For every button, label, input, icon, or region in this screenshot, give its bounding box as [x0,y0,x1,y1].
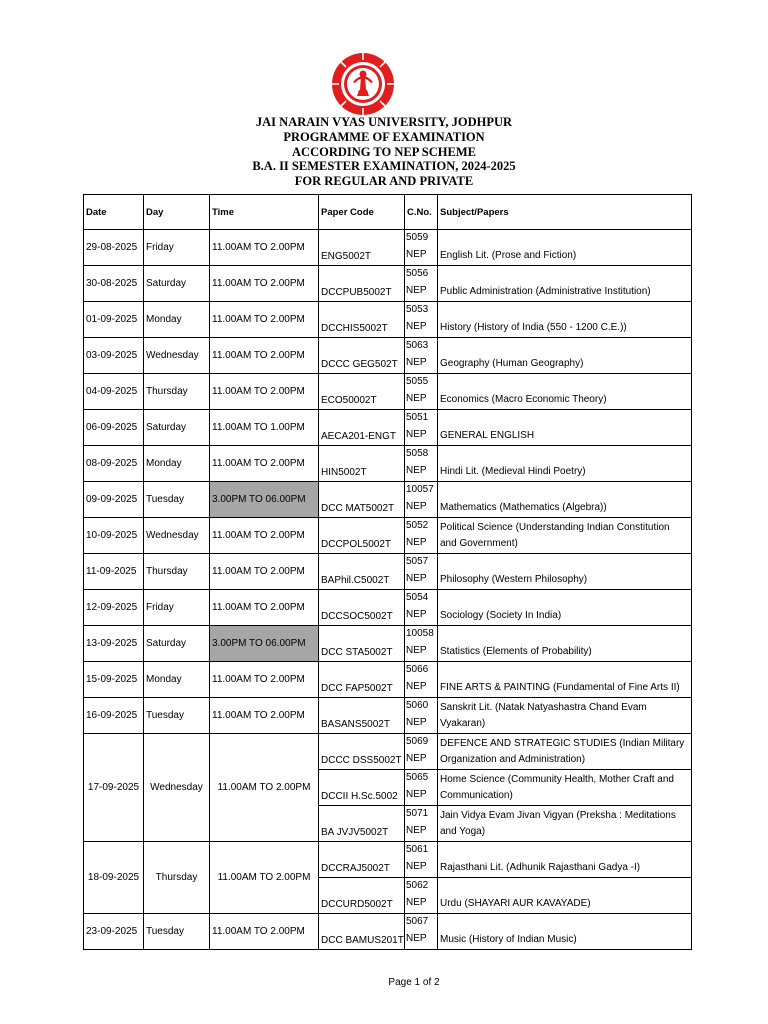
time-cell: 11.00AM TO 2.00PM [210,446,319,482]
subject-cell: Jain Vidya Evam Jivan Vigyan (Preksha : Meditations and Yoga) [438,806,692,842]
cno-number: 10057 [406,484,434,495]
cno-tag: NEP [406,248,427,260]
university-name: JAI NARAIN VYAS UNIVERSITY, JODHPUR [255,115,513,129]
table-row [84,302,692,338]
day-cell: Saturday [144,266,210,302]
date-cell: 06-09-2025 [84,410,144,446]
cno-tag: NEP [406,716,427,728]
time-cell: 11.00AM TO 2.00PM [210,338,319,374]
subject-cell: GENERAL ENGLISH [438,410,692,446]
cno-tag: NEP [406,284,427,296]
column-header-cno: C.No. [405,195,438,230]
paper-code-cell: DCCC DSS5002T [319,734,405,770]
time-cell: 11.00AM TO 2.00PM [210,698,319,734]
time-cell: 11.00AM TO 2.00PM [210,302,319,338]
paper-code-cell: ECO50002T [319,374,405,410]
day-cell: Saturday [144,410,210,446]
cno-number: 5071 [406,808,429,819]
cno-number: 5061 [406,844,429,855]
cno-cell [405,914,438,950]
paper-code-cell: DCCURD5002T [319,878,405,914]
subject-cell: Sociology (Society In India) [438,590,692,626]
subject-cell: DEFENCE AND STRATEGIC STUDIES (Indian Military Organization and Administration) [438,734,692,770]
subject-cell: Rajasthani Lit. (Adhunik Rajasthani Gadya -I) [438,842,692,878]
paper-code-cell: AECA201-ENGT [319,410,405,446]
subject-cell: Urdu (SHAYARI AUR KAVAYADE) [438,878,692,914]
date-cell: 08-09-2025 [84,446,144,482]
cno-cell [405,770,438,806]
cno-tag: NEP [406,752,427,764]
day-cell: Tuesday [144,914,210,950]
paper-code-cell: DCCC GEG502T [319,338,405,374]
scheme-line: ACCORDING TO NEP SCHEME [292,144,476,159]
table-row [84,842,692,878]
cno-cell [405,230,438,266]
cno-tag: NEP [406,860,427,872]
table-row [84,338,692,374]
cno-tag: NEP [406,392,427,404]
cno-cell [405,518,438,554]
day-cell: Wednesday [144,338,210,374]
date-cell: 13-09-2025 [84,626,144,662]
date-cell: 18-09-2025 [84,842,144,914]
cno-tag: NEP [406,428,427,440]
day-cell: Tuesday [144,482,210,518]
cno-tag: NEP [406,572,427,584]
paper-code-cell: HIN5002T [319,446,405,482]
cno-cell [405,338,438,374]
subject-cell: Economics (Macro Economic Theory) [438,374,692,410]
cno-cell [405,410,438,446]
time-cell: 11.00AM TO 2.00PM [210,266,319,302]
cno-tag: NEP [406,932,427,944]
cno-cell [405,626,438,662]
cno-tag: NEP [406,500,427,512]
table-row [84,734,692,770]
cno-number: 5055 [406,376,429,387]
paper-code-cell: DCC FAP5002T [319,662,405,698]
candidate-type-line: FOR REGULAR AND PRIVATE [294,174,474,189]
cno-cell [405,842,438,878]
cno-cell [405,662,438,698]
date-cell: 10-09-2025 [84,518,144,554]
day-cell: Wednesday [144,518,210,554]
cno-cell [405,446,438,482]
date-cell: 11-09-2025 [84,554,144,590]
paper-code-cell: DCCII H.Sc.5002 [319,770,405,806]
cno-cell [405,878,438,914]
table-header-row [84,195,692,230]
time-cell: 11.00AM TO 1.00PM [210,410,319,446]
column-header-subject: Subject/Papers [438,195,692,230]
table-row [84,266,692,302]
table-row [84,590,692,626]
day-cell: Thursday [144,554,210,590]
paper-code-cell: DCC STA5002T [319,626,405,662]
cno-tag: NEP [406,464,427,476]
cno-number: 5053 [406,304,429,315]
time-cell: 11.00AM TO 2.00PM [210,914,319,950]
column-header-date: Date [84,195,144,230]
date-cell: 30-08-2025 [84,266,144,302]
cno-cell [405,302,438,338]
paper-code-cell: ENG5002T [319,230,405,266]
table-row [84,914,692,950]
cno-number: 5057 [406,556,429,567]
paper-code-cell: DCCSOC5002T [319,590,405,626]
date-cell: 04-09-2025 [84,374,144,410]
cno-number: 5069 [406,736,429,747]
table-row [84,410,692,446]
cno-cell [405,734,438,770]
cno-tag: NEP [406,608,427,620]
date-cell: 09-09-2025 [84,482,144,518]
day-cell: Monday [144,662,210,698]
table-row [84,626,692,662]
time-cell: 11.00AM TO 2.00PM [210,590,319,626]
date-cell: 01-09-2025 [84,302,144,338]
subject-cell: Home Science (Community Health, Mother Craft and Communication) [438,770,692,806]
paper-code-cell: BAPhil.C5002T [319,554,405,590]
cno-cell [405,266,438,302]
exam-title: B.A. II SEMESTER EXAMINATION, 2024-2025 [252,159,516,174]
paper-code-cell: DCCPOL5002T [319,518,405,554]
table-row [84,662,692,698]
day-cell: Wednesday [144,734,210,842]
cno-tag: NEP [406,824,427,836]
subject-cell: Philosophy (Western Philosophy) [438,554,692,590]
cno-number: 5059 [406,232,429,243]
paper-code-cell: DCC MAT5002T [319,482,405,518]
cno-tag: NEP [406,644,427,656]
time-cell: 11.00AM TO 2.00PM [210,230,319,266]
day-cell: Friday [144,590,210,626]
column-header-day: Day [144,195,210,230]
paper-code-cell: DCCHIS5002T [319,302,405,338]
cno-number: 5051 [406,412,429,423]
cno-number: 5062 [406,880,429,891]
cno-cell [405,590,438,626]
table-body [84,230,692,950]
column-header-time: Time [210,195,319,230]
date-cell: 12-09-2025 [84,590,144,626]
time-cell: 3.00PM TO 06.00PM [210,626,319,662]
time-cell: 11.00AM TO 2.00PM [210,734,319,842]
date-cell: 03-09-2025 [84,338,144,374]
time-cell: 11.00AM TO 2.00PM [210,518,319,554]
day-cell: Thursday [144,842,210,914]
date-cell: 23-09-2025 [84,914,144,950]
subject-cell: English Lit. (Prose and Fiction) [438,230,692,266]
time-cell: 11.00AM TO 2.00PM [210,662,319,698]
paper-code-cell: DCCPUB5002T [319,266,405,302]
table-row [84,518,692,554]
day-cell: Tuesday [144,698,210,734]
subject-cell: Sanskrit Lit. (Natak Natyashastra Chand Evam Vyakaran) [438,698,692,734]
cno-number: 5056 [406,268,429,279]
cno-tag: NEP [406,788,427,800]
cno-number: 5063 [406,340,429,351]
subject-cell: FINE ARTS & PAINTING (Fundamental of Fine Arts II) [438,662,692,698]
cno-cell [405,482,438,518]
date-cell: 16-09-2025 [84,698,144,734]
cno-cell [405,698,438,734]
paper-code-cell: BASANS5002T [319,698,405,734]
university-seal-icon [331,52,395,116]
date-cell: 15-09-2025 [84,662,144,698]
cno-cell [405,374,438,410]
time-cell: 3.00PM TO 06.00PM [210,482,319,518]
cno-number: 5067 [406,916,429,927]
time-cell: 11.00AM TO 2.00PM [210,554,319,590]
cno-tag: NEP [406,356,427,368]
cno-number: 5066 [406,664,429,675]
cno-tag: NEP [406,896,427,908]
table-row [84,374,692,410]
cno-number: 10058 [406,628,434,639]
table-row [84,698,692,734]
date-cell: 29-08-2025 [84,230,144,266]
cno-tag: NEP [406,536,427,548]
subject-cell: Hindi Lit. (Medieval Hindi Poetry) [438,446,692,482]
day-cell: Monday [144,302,210,338]
cno-cell [405,806,438,842]
table-row [84,482,692,518]
table-row [84,230,692,266]
table-row [84,554,692,590]
cno-number: 5058 [406,448,429,459]
subject-cell: Public Administration (Administrative Institution) [438,266,692,302]
cno-cell [405,554,438,590]
subject-cell: Geography (Human Geography) [438,338,692,374]
subject-cell: Statistics (Elements of Probability) [438,626,692,662]
page-number: Page 1 of 2 [388,977,440,988]
cno-tag: NEP [406,680,427,692]
exam-schedule-table [83,194,692,950]
day-cell: Friday [144,230,210,266]
paper-code-cell: DCC BAMUS201T [319,914,405,950]
cno-number: 5060 [406,700,429,711]
table-row [84,446,692,482]
cno-number: 5054 [406,592,429,603]
subject-cell: Mathematics (Mathematics (Algebra)) [438,482,692,518]
time-cell: 11.00AM TO 2.00PM [210,374,319,410]
day-cell: Saturday [144,626,210,662]
cno-tag: NEP [406,320,427,332]
document-heading [0,115,768,189]
paper-code-cell: DCCRAJ5002T [319,842,405,878]
cno-number: 5065 [406,772,429,783]
date-cell: 17-09-2025 [84,734,144,842]
day-cell: Monday [144,446,210,482]
time-cell: 11.00AM TO 2.00PM [210,842,319,914]
cno-number: 5052 [406,520,429,531]
column-header-paper-code: Paper Code [319,195,405,230]
paper-code-cell: BA JVJV5002T [319,806,405,842]
subject-cell: Music (History of Indian Music) [438,914,692,950]
subject-cell: Political Science (Understanding Indian Constitution and Government) [438,518,692,554]
programme-title: PROGRAMME OF EXAMINATION [283,129,485,144]
day-cell: Thursday [144,374,210,410]
subject-cell: History (History of India (550 - 1200 C.E.)) [438,302,692,338]
